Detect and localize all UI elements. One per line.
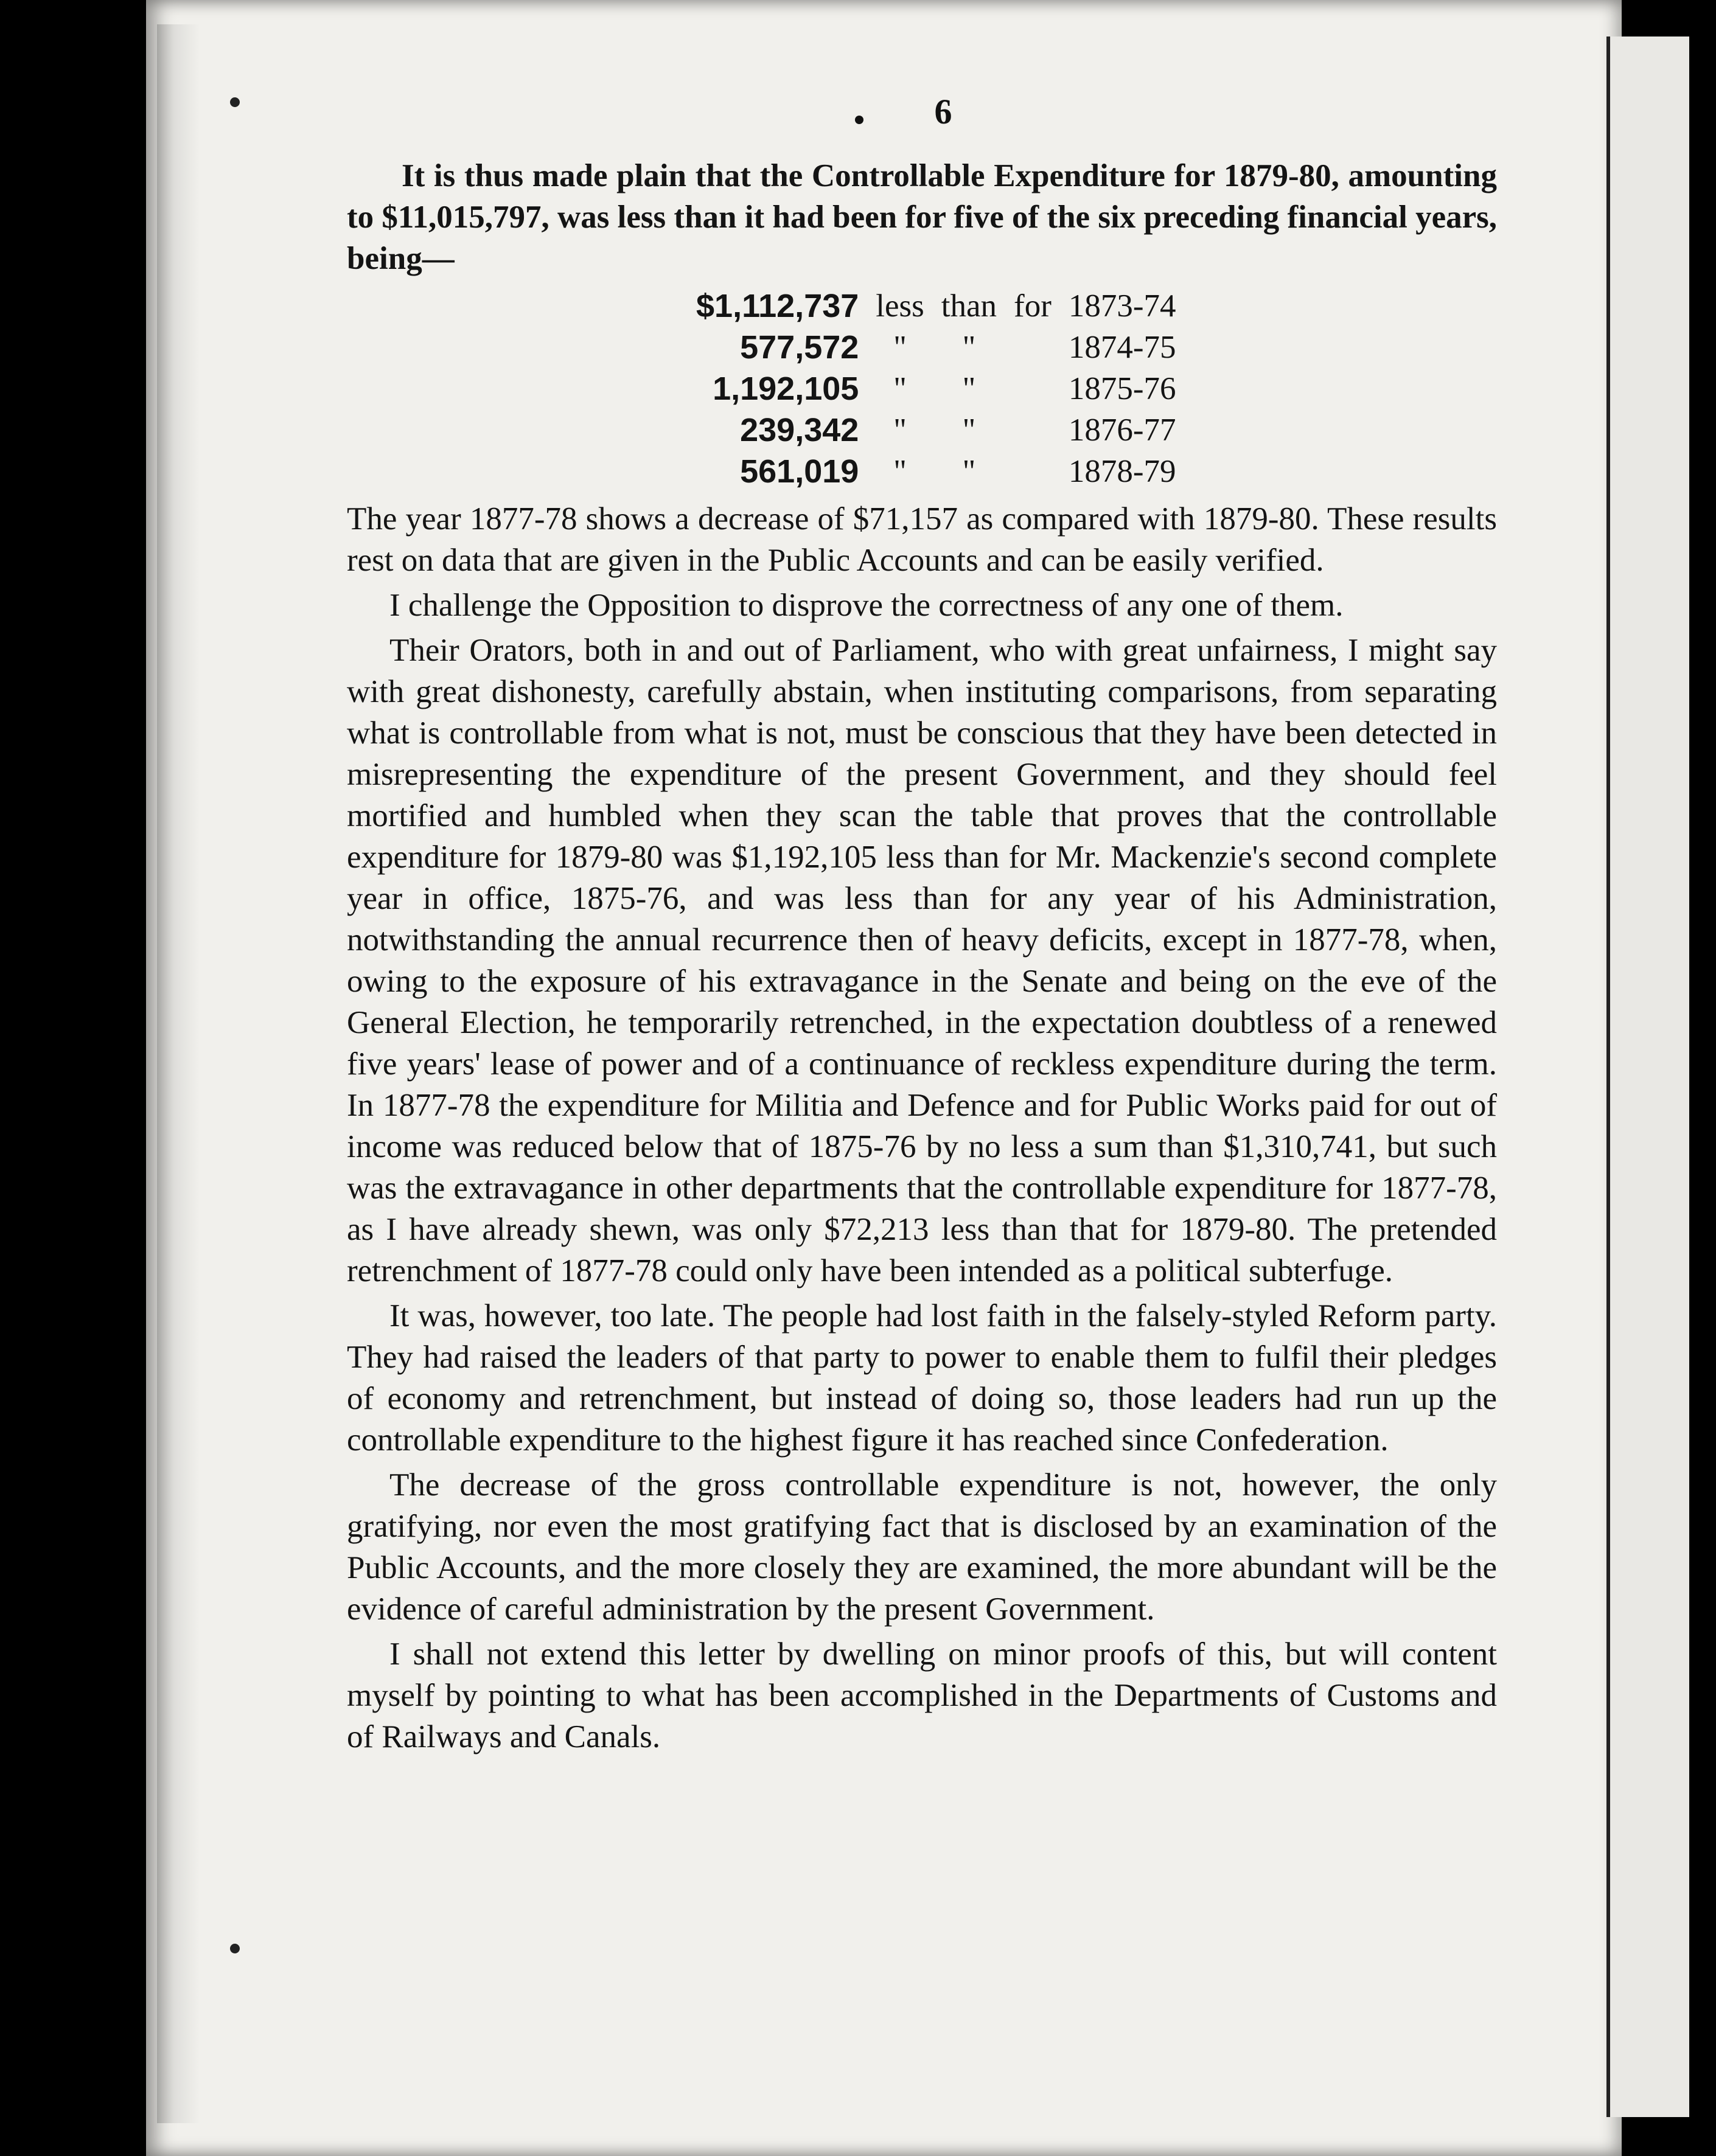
- comparison-row: [688, 285, 1185, 327]
- page-number: 6: [934, 92, 952, 131]
- year-cell: 1876-77: [1068, 412, 1176, 448]
- year-cell: 1878-79: [1068, 454, 1176, 489]
- amount-cell: 1,192,105: [713, 370, 859, 407]
- ditto-mark: ": [962, 454, 976, 489]
- ditto-mark: ": [893, 371, 907, 406]
- paragraph: Their Orators, both in and out of Parliament, who with great unfairness, I might say with great dishonesty, carefully abstain, when instituting comparisons, from separating what is controllable from what is not, must be conscious that they have been detected in misrepresenting the expenditure of the present Government, and they should feel mortified and humbled when they scan the table that proves that the controllable expenditure for 1879-80 was $1,192,105 less than for Mr. Mackenzie's second complete year in office, 1875-76, and was less than for any year of his Administration, notwithstanding the annual recurrence then of heavy deficits, except in 1877-78, when, owing to the exposure of his extravagance in the Senate and being on the eve of the General Election, he temporarily retrenched, in the expectation doubtless of a renewed five years' lease of power and of a continuance of reckless expenditure during the term. In 1877-78 the expenditure for Militia and Defence and for Public Works paid for out of income was reduced below that of 1875-76 by no less a sum than $1,310,741, but such was the extravagance in other departments that the controllable expenditure for 1877-78, as I have already shewn, was only $72,213 less than that for 1879-80. The pretended retrenchment of 1877-78 could only have been intended as a political subterfuge.: [347, 633, 1497, 1288]
- paragraph: I shall not extend this letter by dwelling on minor proofs of this, but will content myself by pointing to what has been accomplished in the Departments of Customs and of Railways and Canals.: [347, 1636, 1497, 1754]
- ditto-mark: ": [893, 454, 907, 489]
- comparison-row: [688, 409, 1185, 451]
- comparison-row: [688, 451, 1185, 492]
- comparison-row: [688, 327, 1185, 368]
- than-word: than: [941, 288, 997, 324]
- comparison-table: [688, 285, 1185, 492]
- less-word: less: [876, 288, 924, 324]
- ditto-mark: ": [893, 330, 907, 365]
- comparison-row: [688, 368, 1185, 409]
- intro-paragraph: It is thus made plain that the Controllable Expenditure for 1879-80, amounting to $11,015,797, was less than it had been for five of the six preceding financial years, being—: [347, 158, 1497, 276]
- paragraph: I challenge the Opposition to disprove the correctness of any one of them.: [389, 588, 1344, 623]
- for-word: for: [1014, 288, 1052, 324]
- ditto-mark: ": [962, 412, 976, 448]
- amount-cell: 239,342: [740, 412, 859, 448]
- body-text: [347, 155, 1497, 1761]
- year-cell: 1875-76: [1068, 371, 1176, 406]
- amount-cell: $1,112,737: [696, 288, 859, 324]
- header-dot: [855, 116, 863, 124]
- year-cell: 1873-74: [1068, 288, 1176, 324]
- paragraph: It was, however, too late. The people had lost faith in the falsely-styled Reform party. They had raised the leaders of that party to power to enable them to fulfil their pledges of economy and retrenchment, but instead of doing so, those leaders had run up the controllable expenditure to the highest figure it has reached since Confederation.: [347, 1298, 1497, 1458]
- margin-mark-bottom: [230, 1944, 240, 1953]
- page-binding-shadow: [157, 24, 200, 2123]
- paragraph: The decrease of the gross controllable expenditure is not, however, the only gratifying, nor even the most gratifying fact that is disclosed by an examination of the Public Accounts, and the more closely they are examined, the more abundant will be the evidence of careful administration by the present Government.: [347, 1467, 1497, 1627]
- margin-mark-top: [230, 97, 240, 107]
- ditto-mark: ": [962, 371, 976, 406]
- amount-cell: 561,019: [740, 453, 859, 490]
- year-cell: 1874-75: [1068, 330, 1176, 365]
- ditto-mark: ": [962, 330, 976, 365]
- amount-cell: 577,572: [740, 329, 859, 366]
- adjacent-page-edge: [1606, 37, 1689, 2117]
- paragraph: The year 1877-78 shows a decrease of $71,157 as compared with 1879-80. These results rest on data that are given in the Public Accounts and can be easily verified.: [347, 501, 1497, 578]
- ditto-mark: ": [893, 412, 907, 448]
